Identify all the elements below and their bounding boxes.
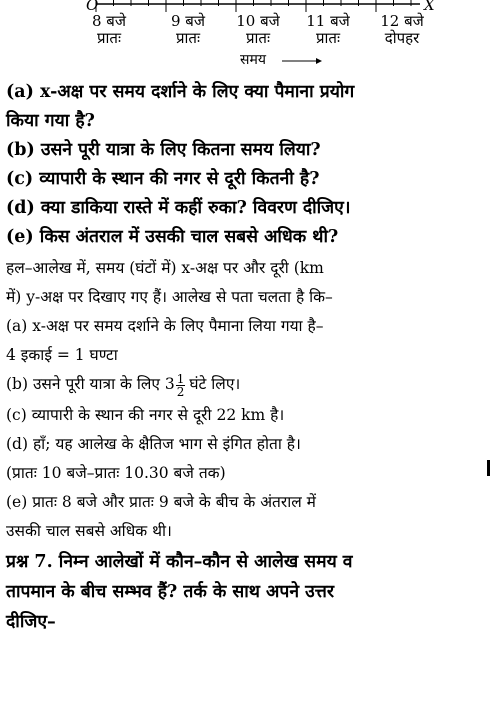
tick-period: प्रातः — [96, 29, 121, 47]
question-e: (e) किस अंतराल में उसकी चाल सबसे अधिक थी? — [6, 227, 339, 247]
answer-c: (c) व्यापारी के स्थान की नगर से दूरी 22 km है। — [6, 406, 285, 424]
tick-period: प्रातः — [245, 29, 270, 47]
tick-label-10 — [228, 13, 288, 47]
tick-label-11 — [298, 13, 358, 47]
answer-b — [6, 370, 240, 399]
tick-period: दोपहर — [384, 29, 420, 47]
question-c: (c) व्यापारी के स्थान की नगर से दूरी कितनी है? — [6, 169, 320, 189]
question-b: (b) उसने पूरी यात्रा के लिए कितना समय लिया? — [6, 140, 321, 160]
solution-intro-line1: हल–आलेख में, समय (घंटों में) x-अक्ष पर और दूरी (km — [6, 259, 324, 277]
tick-label-8 — [79, 13, 139, 47]
answer-e-line2: उसकी चाल सबसे अधिक थी। — [6, 522, 172, 540]
tick-period: प्रातः — [175, 29, 200, 47]
tick-time: 10 बजे — [236, 12, 280, 30]
tick-label-12 — [372, 13, 432, 47]
answer-e-line1: (e) प्रातः 8 बजे और प्रातः 9 बजे के बीच के अंतराल में — [6, 493, 316, 511]
question-a-line2: किया गया है? — [6, 111, 95, 131]
x-end-label: X — [424, 0, 435, 14]
question7-line1: प्रश्न 7. निम्न आलेखों में कौन–कौन से आलेख समय व — [6, 552, 353, 572]
tick-time: 12 बजे — [380, 12, 424, 30]
tick-time: 11 बजे — [306, 12, 350, 30]
answer-b-suffix: घंटे लिए। — [189, 375, 241, 393]
fraction-denominator: 2 — [176, 384, 185, 399]
answer-b-text: (b) उसने पूरी यात्रा के लिए 3 — [6, 375, 175, 393]
origin-label: O — [86, 0, 99, 14]
question-a-line1: (a) x-अक्ष पर समय दर्शाने के लिए क्या पैमाना प्रयोग — [6, 82, 355, 102]
tick-marks — [96, 0, 411, 12]
fraction-numerator: 1 — [176, 371, 185, 386]
tick-label-9 — [158, 13, 218, 47]
question7-line2: तापमान के बीच सम्भव हैं? तर्क के साथ अपने उत्तर — [6, 582, 334, 602]
solution-intro-line2: में) y-अक्ष पर दिखाए गए हैं। आलेख से पता चलता है कि– — [6, 288, 333, 306]
question-d: (d) क्या डाकिया रास्ते में कहीं रुका? विवरण दीजिए। — [6, 198, 351, 218]
answer-a-line1: (a) x-अक्ष पर समय दर्शाने के लिए पैमाना लिया गया है– — [6, 317, 324, 335]
tick-time: 9 बजे — [170, 12, 205, 30]
axis-title: समय — [240, 52, 266, 68]
answer-d-line2: (प्रातः 10 बजे–प्रातः 10.30 बजे तक) — [6, 464, 226, 482]
answer-d-line1: (d) हाँ; यह आलेख के क्षैतिज भाग से इंगित होता है। — [6, 435, 301, 453]
answer-a-line2: 4 इकाई = 1 घण्टा — [6, 346, 118, 364]
question7-line3: दीजिए– — [6, 612, 56, 632]
column-edge-mark — [487, 460, 490, 476]
fraction-half — [176, 373, 186, 398]
tick-time: 8 बजे — [91, 12, 126, 30]
axis-title-arrowhead — [316, 58, 322, 64]
tick-period: प्रातः — [315, 29, 340, 47]
